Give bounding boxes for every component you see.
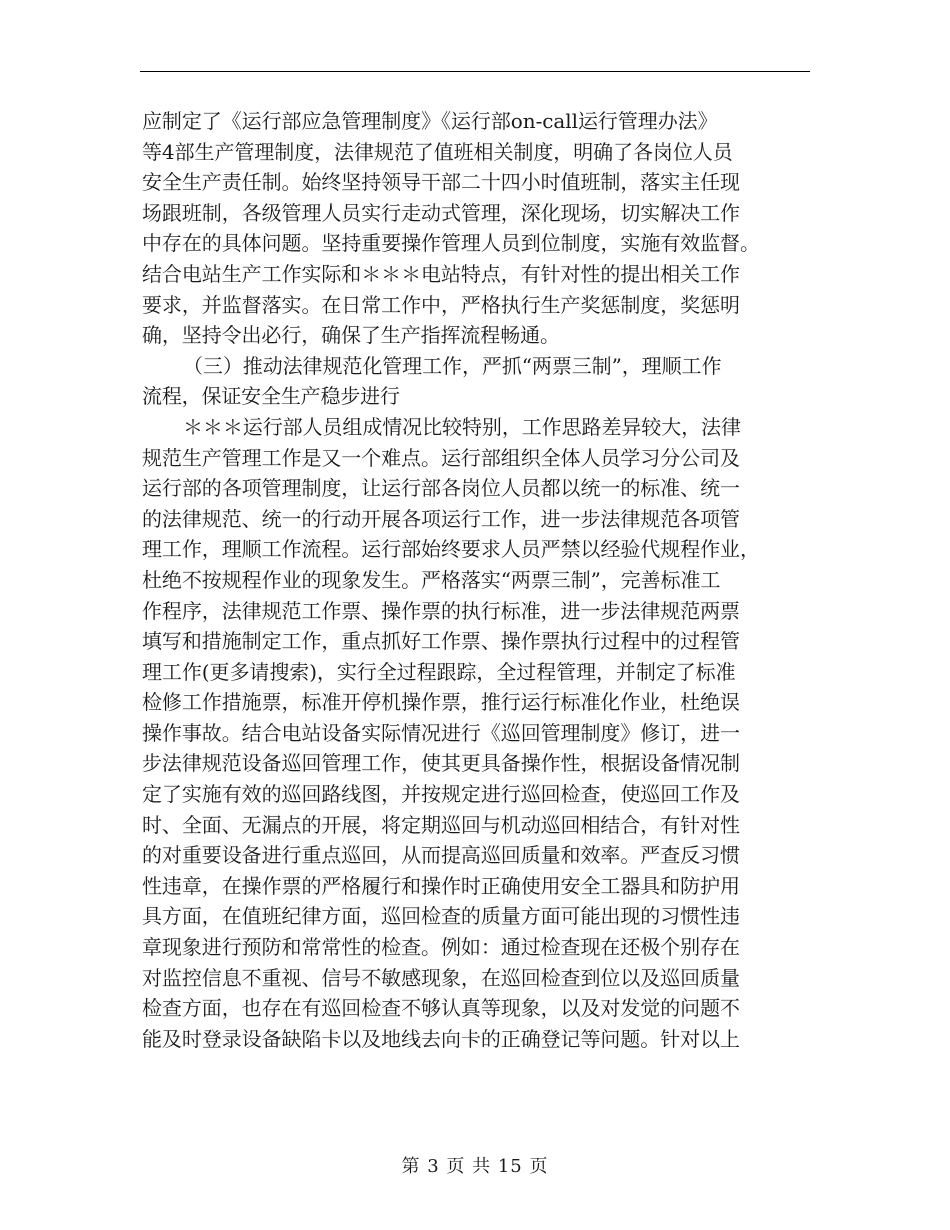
- text-line: 的法律规范、统一的行动开展各项运行工作，进一步法律规范各项管: [142, 506, 740, 531]
- text-line: 性违章，在操作票的严格履行和操作时正确使用安全工器具和防护用: [142, 873, 740, 898]
- page-number-footer: 第 3 页 共 15 页: [401, 1156, 549, 1177]
- text-line: 对监控信息不重视、信号不敏感现象，在巡回检查到位以及巡回质量: [142, 965, 740, 990]
- text-line: ＊＊＊运行部人员组成情况比较特别，工作思路差异较大，法律: [183, 414, 741, 439]
- text-line: 确，坚持令出必行，确保了生产指挥流程畅通。: [142, 323, 560, 348]
- text-line: 能及时登录设备缺陷卡以及地线去向卡的正确登记等问题。针对以上: [142, 1026, 740, 1051]
- text-line: 安全生产责任制。始终坚持领导干部二十四小时值班制，落实主任现: [142, 170, 740, 195]
- body-text: [142, 106, 812, 1054]
- text-line: 操作事故。结合电站设备实际情况进行《巡回管理制度》修订，进一: [142, 720, 740, 745]
- text-line: 应制定了《运行部应急管理制度》《运行部on-call运行管理办法》: [142, 109, 718, 133]
- text-line: 结合电站生产工作实际和＊＊＊电站特点，有针对性的提出相关工作: [142, 261, 740, 286]
- text-line: 具方面，在值班纪律方面，巡回检查的质量方面可能出现的习惯性违: [142, 904, 740, 929]
- text-line: 运行部的各项管理制度，让运行部各岗位人员都以统一的标准、统一: [142, 476, 740, 501]
- text-line: 规范生产管理工作是又一个难点。运行部组织全体人员学习分公司及: [142, 445, 740, 470]
- text-line: 场跟班制，各级管理人员实行走动式管理，深化现场，切实解决工作: [142, 200, 740, 225]
- text-line: 等4部生产管理制度，法律规范了值班相关制度，明确了各岗位人员: [142, 139, 733, 164]
- text-line: 理工作，理顺工作流程。运行部始终要求人员严禁以经验代规程作业，: [142, 537, 760, 562]
- text-line: 杜绝不按规程作业的现象发生。严格落实“两票三制”，完善标准工: [142, 567, 721, 592]
- text-line: （三）推动法律规范化管理工作，严抓“两票三制”，理顺工作: [183, 353, 722, 378]
- text-line: 检查方面，也存在有巡回检查不够认真等现象，以及对发觉的问题不: [142, 996, 740, 1021]
- text-line: 作程序，法律规范工作票、操作票的执行标准，进一步法律规范两票: [142, 598, 740, 623]
- text-line: 理工作(更多请搜索)，实行全过程跟踪，全过程管理，并制定了标准: [142, 659, 736, 684]
- text-line: 要求，并监督落实。在日常工作中，严格执行生产奖惩制度，奖惩明: [142, 292, 740, 317]
- text-line: 中存在的具体问题。坚持重要操作管理人员到位制度，实施有效监督。: [142, 231, 760, 256]
- text-line: 定了实施有效的巡回路线图，并按规定进行巡回检查，使巡回工作及: [142, 782, 740, 807]
- text-line: 检修工作措施票，标准开停机操作票，推行运行标准化作业，杜绝误: [142, 690, 740, 715]
- text-line: 流程，保证安全生产稳步进行: [142, 384, 400, 409]
- header-rule: [140, 71, 810, 72]
- text-line: 的对重要设备进行重点巡回，从而提高巡回质量和效率。严查反习惯: [142, 843, 740, 868]
- text-line: 填写和措施制定工作，重点抓好工作票、操作票执行过程中的过程管: [142, 629, 740, 654]
- text-line: 章现象进行预防和常常性的检查。例如：通过检查现在还极个别存在: [142, 935, 740, 960]
- text-line: 步法律规范设备巡回管理工作，使其更具备操作性，根据设备情况制: [142, 751, 740, 776]
- text-line: 时、全面、无漏点的开展，将定期巡回与机动巡回相结合，有针对性: [142, 812, 740, 837]
